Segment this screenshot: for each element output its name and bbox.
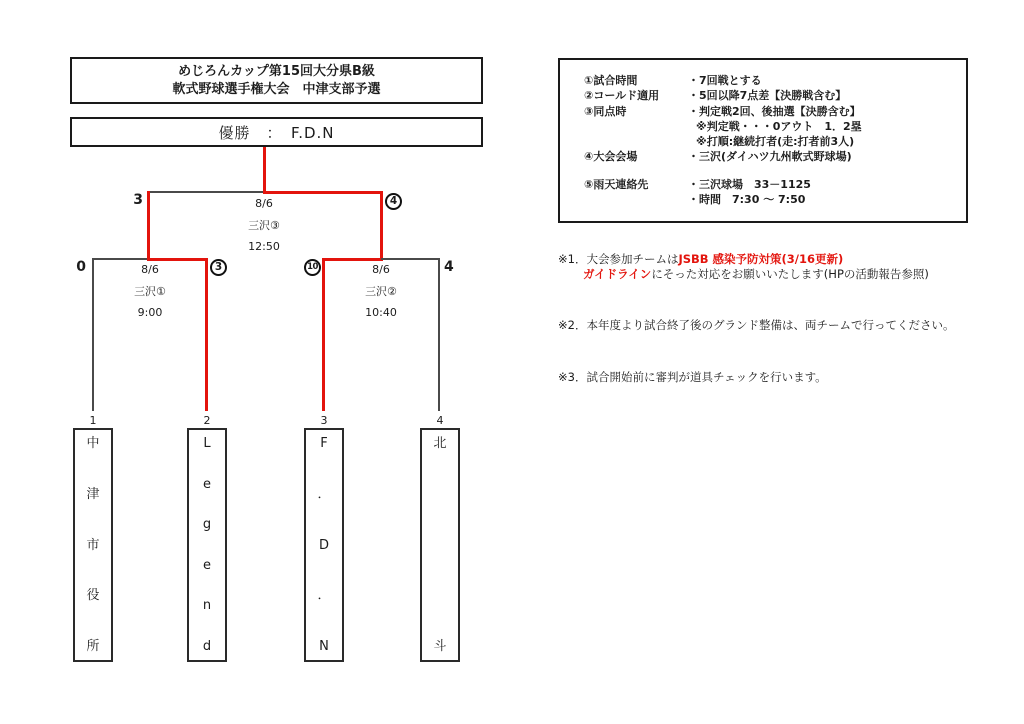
team3-char: N [319,639,329,654]
team1-char: 中 [86,436,100,451]
team2-char: d [202,638,212,654]
note-2: ※2．本年度より試合終了後のグランド整備は、両チームで行ってください。 [558,318,955,332]
bracket-line-final-right [263,191,383,194]
rule-spacer [584,165,956,177]
team-box-legend [187,428,227,662]
bracket-line-team2 [205,258,208,411]
semi2-venue: 三沢② [365,284,397,298]
rule-label: ①試合時間 [584,74,638,87]
rules-box [558,58,968,223]
champion-label: 優勝 ： F.D.N [218,123,335,142]
rule-row [584,192,956,207]
final-match-info [248,193,280,258]
team-box-nakatsu-shiyakusho [73,428,113,662]
rule-row [584,104,956,119]
seed-4: 4 [436,414,444,427]
rule-value: ※判定戦・・・0アウト 1．2塁 [696,119,862,133]
rule-value: ・三沢(ダイハツ九州軟式野球場) [688,150,852,164]
note-3: ※3．試合開始前に審判が道具チェックを行います。 [558,370,827,384]
team2-char: n [202,598,212,614]
rule-label: ④大会会場 [584,150,638,164]
tournament-title-box [70,57,483,104]
seed-3: 3 [320,414,328,427]
final-date: 8/6 [255,197,273,210]
semi1-venue: 三沢① [134,284,166,298]
rule-row [584,88,956,103]
team3-char: ． [317,588,331,604]
semi2-right-score: 4 [444,259,454,275]
semi1-date: 8/6 [141,263,159,276]
team3-char: D [318,537,329,553]
rule-row [584,119,956,134]
rule-value: ※打順:継続打者(走:打者前3人) [696,135,855,149]
bracket-line-team3 [322,258,325,411]
team-box-fdn [304,428,344,662]
rule-value: ・5回以降7点差【決勝戦含む】 [688,89,847,103]
seed-1: 1 [89,414,97,427]
rule-row [584,134,956,149]
team2-char: e [203,557,211,573]
note-1-prefix: ※1．大会参加チームは [558,252,679,266]
rule-row [584,149,956,164]
team3-char: F [320,436,328,451]
rule-label [584,192,688,207]
final-left-score: 3 [133,192,143,208]
team2-char: g [202,517,212,533]
rule-label: ⑤雨天連絡先 [584,177,649,191]
team3-char: ． [317,486,331,502]
note-1-line1 [558,252,929,267]
note-1-line2 [558,267,929,282]
rule-label [584,134,688,149]
team1-char: 市 [86,537,100,553]
final-venue: 三沢③ [248,218,280,232]
rule-label: ③同点時 [584,104,627,118]
team4-char: 斗 [433,639,447,654]
rule-value: ・判定戦2回、後抽選【決勝含む】 [688,104,861,118]
semi1-left-score: 0 [76,259,86,275]
team4-char: 北 [433,436,447,451]
team-box-hokuto [420,428,460,662]
rule-value: ・三沢球場 33－1125 [688,177,811,191]
semi2-date: 8/6 [372,263,390,276]
final-right-score-winner: 4 [385,193,402,210]
team2-char: L [203,436,211,451]
semi1-right-score-winner: 3 [210,259,227,276]
rule-value: ・7回戦とする [688,74,762,87]
rule-row [584,177,956,192]
team1-char: 津 [86,486,100,502]
note-1 [558,252,929,281]
bracket-line-final-left-drop [147,191,150,260]
rule-label [584,119,688,134]
tournament-title-line2: 軟式野球選手権大会 中津支部予選 [172,81,381,97]
rule-value: ・時間 7:30 ～ 7:50 [688,193,806,207]
tournament-title-line1: めじろんカップ第15回大分県B級 [178,63,375,79]
semi2-left-score-winner: 10 [304,259,321,276]
bracket-line-team1 [92,258,94,411]
note-1-red-link: JSBB 感染予防対策(3/16更新) [678,252,844,266]
team1-char: 所 [86,639,100,654]
bracket-line-team4 [438,258,440,411]
bracket-line-champion-stem [263,147,266,193]
seed-2: 2 [203,414,211,427]
semi2-time: 10:40 [365,306,397,319]
bracket-line-final-right-drop [380,191,383,260]
final-time: 12:50 [248,240,280,253]
rule-row [584,73,956,88]
semi1-match-info [134,259,166,324]
note-1-red-link2: ガイドライン [583,266,652,281]
note-1-rest: にそった対応をお願いいたします(HPの活動報告参照) [651,266,929,281]
rule-label: ②コールド適用 [584,89,660,103]
champion-box [70,117,483,147]
semi2-match-info [365,259,397,324]
semi1-time: 9:00 [137,306,163,319]
team1-char: 役 [86,588,100,604]
team2-char: e [203,476,211,492]
